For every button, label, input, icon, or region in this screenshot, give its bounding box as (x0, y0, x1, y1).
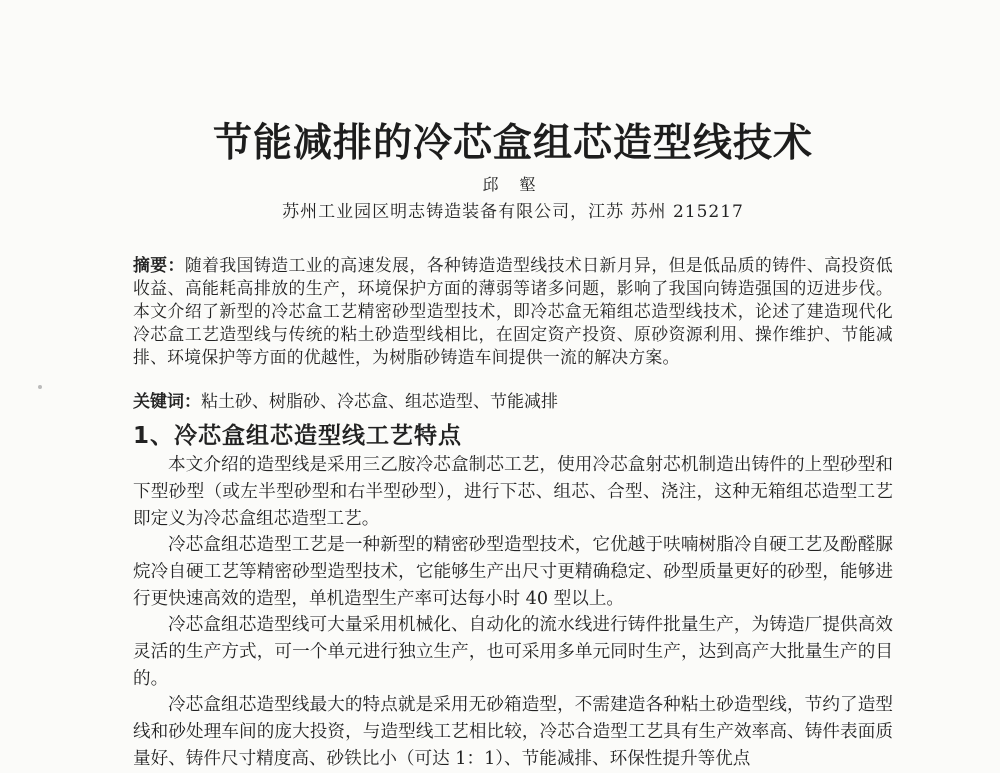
body-paragraph: 冷芯盒组芯造型线最大的特点就是采用无砂箱造型，不需建造各种粘土砂造型线，节约了造型线和砂处理车间的庞大投资，与造型线工艺相比较，冷芯合造型工艺具有生产效率高、铸件表面质量好、铸件尺寸精度高、砂铁比小（可达 1：1）、节能减排、环保性提升等优点 (133, 695, 893, 769)
abstract-text: 随着我国铸造工业的高速发展，各种铸造造型线技术日新月异，但是低品质的铸件、高投资低收益、高能耗高排放的生产，环境保护方面的薄弱等诸多问题，影响了我国向铸造强国的迈进步伐。本文介绍了新型的冷芯盒工艺精密砂型造型技术，即冷芯盒无箱组芯造型线技术，论述了建造现代化冷芯盒工艺造型线与传统的粘土砂造型线相比，在固定资产投资、原砂资源利用、操作维护、节能减排、环境保护等方面的优越性，为树脂砂铸造车间提供一流的解决方案。 (133, 255, 893, 367)
abstract (133, 254, 893, 369)
paper-title: 节能减排的冷芯盒组芯造型线技术 (212, 121, 813, 166)
keywords-label: 关键词： (133, 392, 201, 412)
keywords (133, 391, 893, 414)
body-paragraph: 冷芯盒组芯造型工艺是一种新型的精密砂型造型技术，它优越于呋喃树脂冷自硬工艺及酚醛脲烷冷自硬工艺等精密砂型造型技术，它能够生产出尺寸更精确稳定、砂型质量更好的砂型，能够进行更快速高效的造型，单机造型生产率可达每小时 40 型以上。 (133, 535, 893, 609)
body-paragraph: 本文介绍的造型线是采用三乙胺冷芯盒制芯工艺，使用冷芯盒射芯机制造出铸件的上型砂型和下型砂型（或左半型砂型和右半型砂型），进行下芯、组芯、合型、浇注，这种无箱组芯造型工艺即定义为冷芯盒组芯造型工艺。 (133, 455, 893, 529)
author-name: 邱 壑 (482, 175, 544, 194)
body-paragraph: 冷芯盒组芯造型线可大量采用机械化、自动化的流水线进行铸件批量生产，为铸造厂提供高效灵活的生产方式，可一个单元进行独立生产，也可采用多单元同时生产，达到高产大批量生产的目的。 (133, 615, 893, 689)
scan-dot (38, 385, 42, 389)
keywords-text: 粘土砂、树脂砂、冷芯盒、组芯造型、节能减排 (201, 392, 558, 412)
abstract-label: 摘要： (133, 255, 185, 275)
author-affiliation: 苏州工业园区明志铸造装备有限公司，江苏 苏州 215217 (282, 202, 744, 222)
section-heading: 1、冷芯盒组芯造型线工艺特点 (133, 423, 463, 449)
